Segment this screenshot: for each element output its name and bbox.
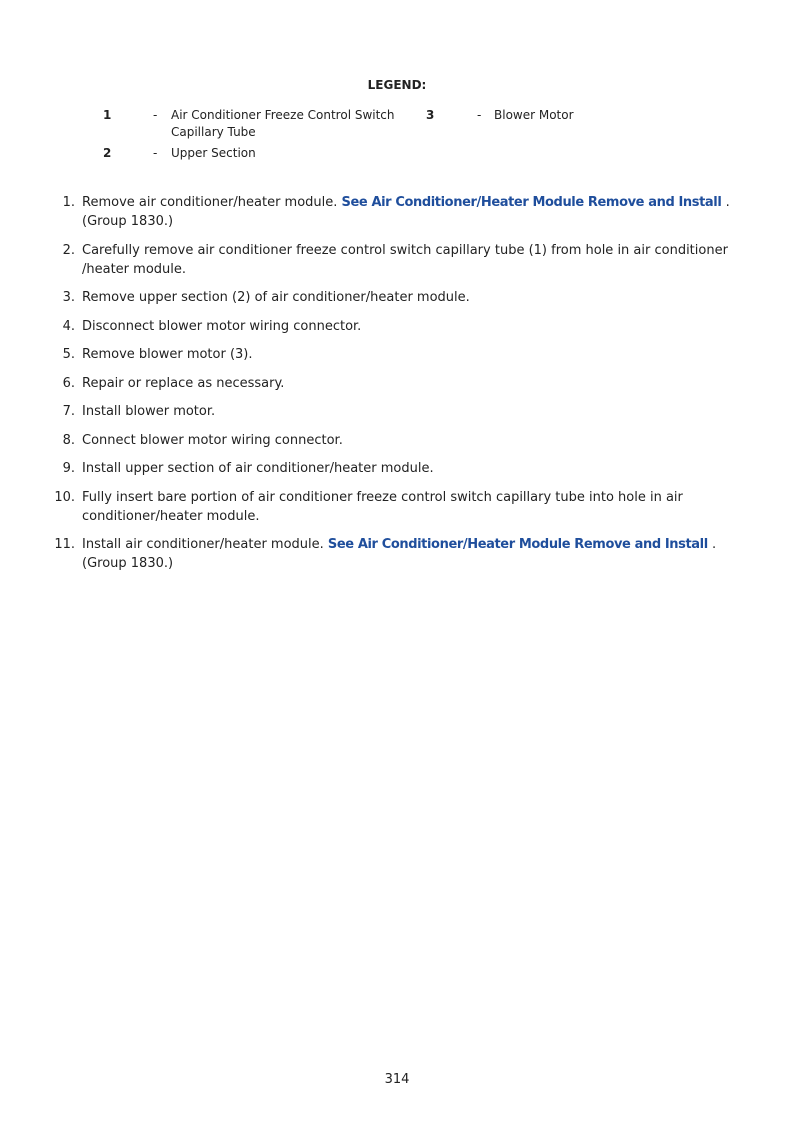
legend-item-1-number: 1 bbox=[103, 108, 112, 122]
legend-item-2-dash: - bbox=[153, 146, 158, 160]
cross-reference-link[interactable]: See Air Conditioner/Heater Module Remove and Install bbox=[327, 537, 708, 552]
step-number: 7. bbox=[62, 404, 75, 419]
step-number: 3. bbox=[62, 290, 75, 305]
legend-item-3-number: 3 bbox=[426, 108, 435, 122]
page-number: 314 bbox=[384, 1072, 410, 1087]
step-number: 10. bbox=[54, 489, 75, 505]
step-7 bbox=[52, 402, 742, 421]
step-8 bbox=[52, 431, 742, 450]
step-number: 2. bbox=[62, 242, 75, 258]
step-text: Repair or replace as necessary. bbox=[82, 375, 285, 391]
step-text: Install air conditioner/heater module. bbox=[82, 537, 324, 552]
step-number: 11. bbox=[54, 537, 75, 552]
step-text: Carefully remove air conditioner freeze control switch capillary tube (1) from hole in air conditioner /heater module. bbox=[82, 242, 728, 277]
step-number: 1. bbox=[62, 195, 75, 210]
step-text: Install blower motor. bbox=[82, 404, 216, 419]
step-text: Disconnect blower motor wiring connector. bbox=[82, 318, 362, 334]
step-5 bbox=[52, 345, 742, 364]
step-number: 5. bbox=[62, 347, 75, 362]
step-6 bbox=[52, 374, 742, 393]
step-1 bbox=[52, 193, 742, 231]
step-10 bbox=[52, 488, 742, 526]
legend-item-3-dash: - bbox=[477, 108, 482, 122]
step-number: 9. bbox=[62, 461, 75, 476]
step-number: 8. bbox=[62, 432, 75, 448]
step-text: Remove blower motor (3). bbox=[82, 347, 253, 362]
step-text: Install upper section of air conditioner/heater module. bbox=[82, 461, 434, 476]
step-text: Connect blower motor wiring connector. bbox=[82, 432, 343, 448]
step-text-suffix: . (Group 1830.) bbox=[82, 537, 717, 571]
step-11 bbox=[52, 535, 742, 573]
legend-title: LEGEND: bbox=[367, 78, 427, 92]
procedure-steps bbox=[52, 193, 742, 583]
step-text-suffix: . (Group 1830.) bbox=[82, 195, 730, 229]
legend-item-2-text: Upper Section bbox=[171, 146, 256, 160]
step-text: Remove air conditioner/heater module. bbox=[82, 195, 338, 210]
legend-item-2-number: 2 bbox=[103, 146, 112, 160]
step-2 bbox=[52, 241, 742, 279]
step-number: 6. bbox=[62, 375, 75, 391]
step-text: Fully insert bare portion of air conditioner freeze control switch capillary tube into hole in air conditioner/heater module. bbox=[82, 489, 683, 524]
step-4 bbox=[52, 317, 742, 336]
step-3 bbox=[52, 288, 742, 307]
legend-item-1-text: Air Conditioner Freeze Control Switch Capillary Tube bbox=[171, 108, 395, 139]
step-9 bbox=[52, 459, 742, 478]
cross-reference-link[interactable]: See Air Conditioner/Heater Module Remove and Install bbox=[341, 195, 722, 210]
legend-item-1-dash: - bbox=[153, 108, 158, 122]
step-number: 4. bbox=[62, 318, 75, 334]
step-text: Remove upper section (2) of air conditioner/heater module. bbox=[82, 290, 470, 305]
legend-item-3-text: Blower Motor bbox=[494, 108, 574, 122]
